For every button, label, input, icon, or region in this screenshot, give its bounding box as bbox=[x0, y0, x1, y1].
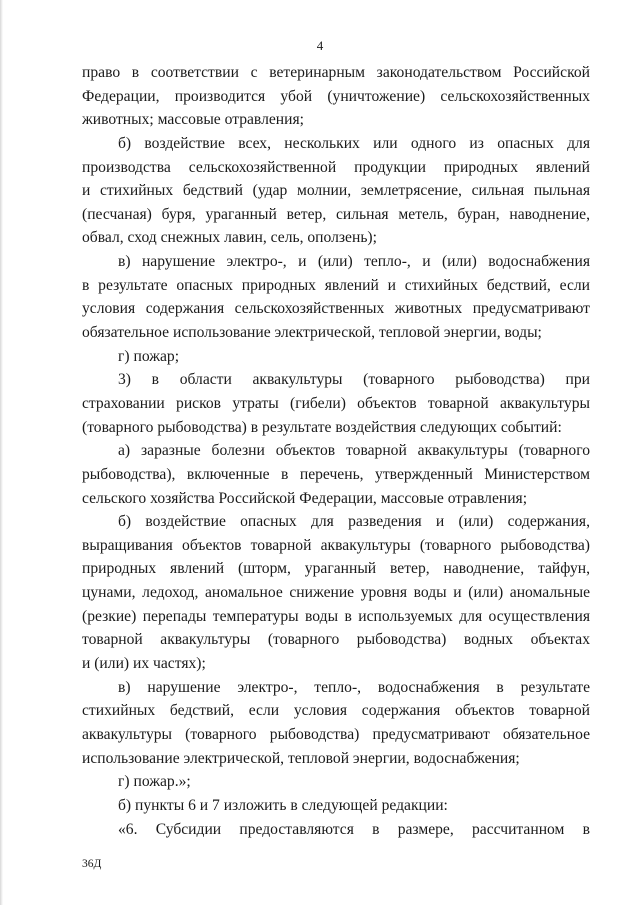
text-line: (резкие) перепады температуры воды в используемых для осуществления bbox=[82, 607, 590, 625]
text-line: «6. Субсидии предоставляются в размере, рассчитанном в bbox=[118, 820, 590, 838]
text-line: в) нарушение электро-, тепло-, водоснабжения в результате bbox=[118, 678, 590, 696]
text-line: использование электрической, тепловой энергии, водоснабжения; bbox=[82, 749, 520, 767]
text-line: животных; массовые отравления; bbox=[82, 111, 304, 129]
text-line: г) пожар.»; bbox=[118, 773, 191, 791]
text-line: Федерации, производится убой (уничтожение) сельскохозяйственных bbox=[82, 87, 590, 105]
text-line: товарной аквакультуры (товарного рыбоводства) водных объектах bbox=[82, 631, 590, 649]
text-line: рыбоводства), включенные в перечень, утвержденный Министерством bbox=[82, 465, 590, 483]
text-line: аквакультуры (товарного рыбоводства) предусматривают обязательное bbox=[82, 725, 590, 743]
text-line: природных явлений (шторм, ураганный ветер, наводнение, тайфун, bbox=[82, 560, 590, 578]
text-line: б) пункты 6 и 7 изложить в следующей редакции: bbox=[118, 796, 448, 814]
document-body bbox=[82, 61, 590, 841]
text-line: выращивания объектов товарной аквакультуры (товарного рыбоводства) bbox=[82, 536, 590, 554]
text-line: обвал, сход снежных лавин, сель, оползень); bbox=[82, 229, 377, 247]
text-line: (товарного рыбоводства) в результате воздействия следующих событий: bbox=[82, 418, 562, 436]
text-line: (песчаная) буря, ураганный ветер, сильная метель, буран, наводнение, bbox=[82, 205, 590, 223]
text-line: страховании рисков утраты (гибели) объектов товарной аквакультуры bbox=[82, 394, 590, 412]
text-line: условия содержания сельскохозяйственных животных предусматривают bbox=[82, 300, 590, 318]
text-line: право в соответствии с ветеринарным законодательством Российской bbox=[82, 64, 590, 81]
text-line: обязательное использование электрической, тепловой энергии, воды; bbox=[82, 324, 542, 342]
text-line: стихийных бедствий, если условия содержания объектов товарной bbox=[82, 702, 590, 720]
page-number: 4 bbox=[316, 38, 324, 53]
text-line: а) заразные болезни объектов товарной аквакультуры (товарного bbox=[118, 442, 590, 460]
text-line: сельского хозяйства Российской Федерации, массовые отравления; bbox=[82, 489, 528, 507]
text-line: в) нарушение электро-, и (или) тепло-, и (или) водоснабжения bbox=[118, 253, 590, 271]
text-line: в результате опасных природных явлений и стихийных бедствий, если bbox=[82, 276, 590, 294]
text-line: 3) в области аквакультуры (товарного рыбоводства) при bbox=[118, 371, 590, 389]
text-line: цунами, ледоход, аномальное снижение уровня воды и (или) аномальные bbox=[82, 584, 590, 602]
text-line: б) воздействие всех, нескольких или одного из опасных для bbox=[118, 134, 590, 152]
scan-edge bbox=[0, 0, 3, 905]
text-line: г) пожар; bbox=[118, 347, 180, 365]
text-line: и (или) их частях); bbox=[82, 655, 206, 673]
footer-code: 36Д bbox=[82, 858, 102, 870]
text-line: и стихийных бедствий (удар молнии, землетрясение, сильная пыльная bbox=[82, 182, 590, 200]
text-line: б) воздействие опасных для разведения и (или) содержания, bbox=[118, 513, 590, 531]
text-line: производства сельскохозяйственной продукции природных явлений bbox=[82, 158, 590, 176]
